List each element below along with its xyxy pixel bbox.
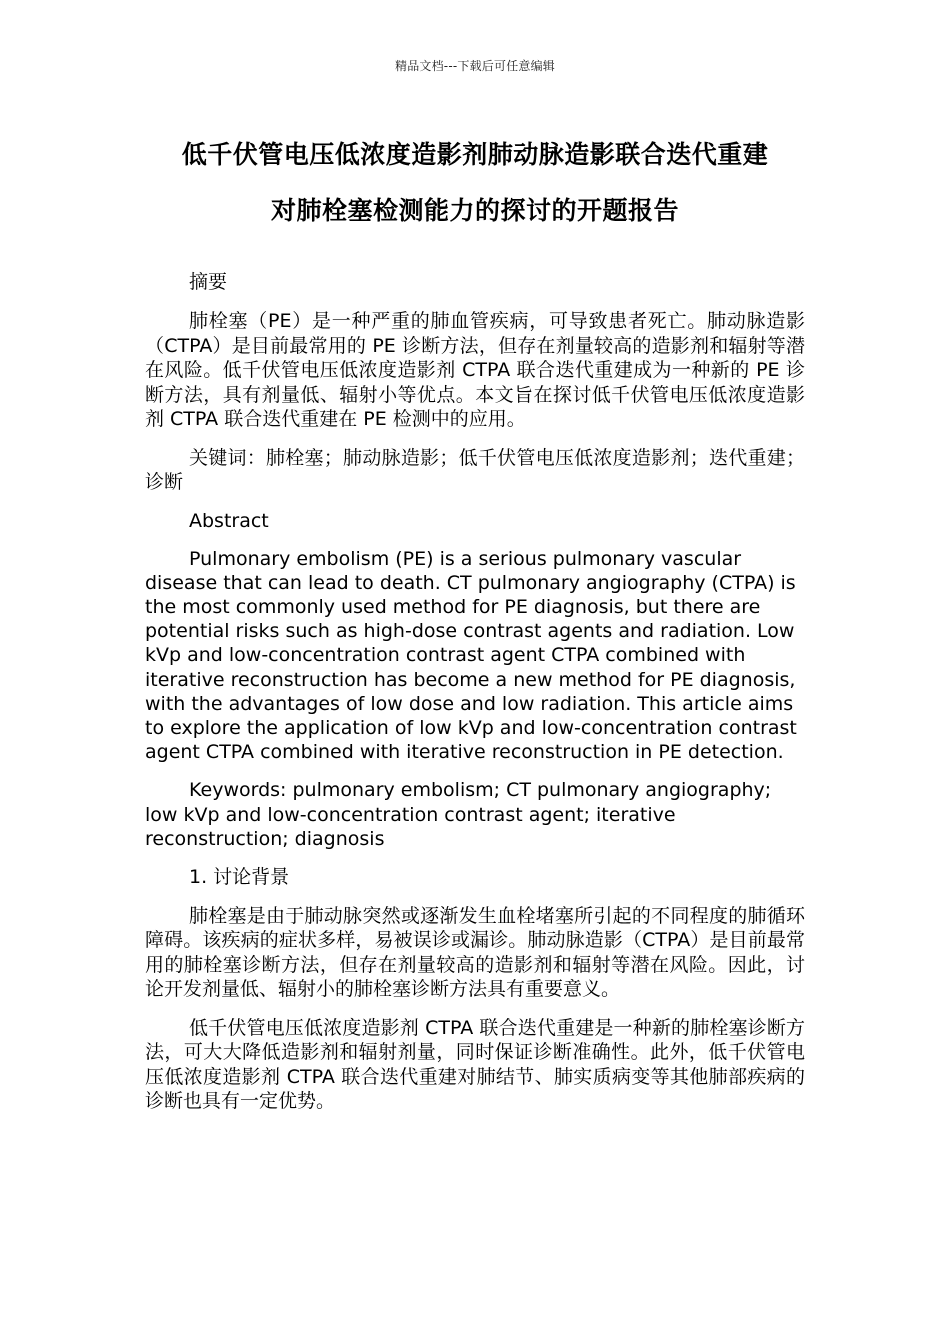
header-note: 精品文档---下载后可任意编辑 xyxy=(395,59,555,73)
abstract-cn-keywords: 关键词：肺栓塞；肺动脉造影；低千伏管电压低浓度造影剂；迭代重建；诊断 xyxy=(145,446,805,493)
abstract-en-body: Pulmonary embolism (PE) is a serious pulmonary vascular disease that can lead to death. CT pulmonary angiography (CTPA) is the most commonly used method for PE diagnosis, but there are potential risks such as high-dose contrast agents and radiation. Low kVp and low-concentration contrast agent CTPA combined with iterative reconstruction has become a new method for PE diagnosis, with the advantages of low dose and low radiation. This article aims to explore the application of low kVp and low-concentration contrast agent CTPA combined with iterative reconstruction in PE detection. xyxy=(145,547,797,764)
section-1-paragraph-1: 肺栓塞是由于肺动脉突然或逐渐发生血栓堵塞所引起的不同程度的肺循环障碍。该疾病的症状多样，易被误诊或漏诊。肺动脉造影（CTPA）是目前最常用的肺栓塞诊断方法，但存在剂量较高的造影剂和辐射等潜在风险。因此，讨论开发剂量低、辐射小的肺栓塞诊断方法具有重要意义。 xyxy=(145,904,805,1001)
abstract-en-heading: Abstract xyxy=(189,509,269,532)
abstract-cn-heading: 摘要 xyxy=(189,271,228,293)
section-1-paragraph-2: 低千伏管电压低浓度造影剂 CTPA 联合迭代重建是一种新的肺栓塞诊断方法，可大大降低造影剂和辐射剂量，同时保证诊断准确性。此外，低千伏管电压低浓度造影剂 CTPA 联合迭代重建对肺结节、肺实质病变等其他肺部疾病的诊断也具有一定优势。 xyxy=(145,1016,805,1113)
document-title-line-2: 对肺栓塞检测能力的探讨的开题报告 xyxy=(270,196,679,225)
abstract-en-keywords: Keywords: pulmonary embolism; CT pulmonary angiography; low kVp and low-concentration contrast agent; iterative reconstruction; diagnosis xyxy=(145,779,772,850)
document-body xyxy=(145,270,805,1114)
document-title-line-1: 低千伏管电压低浓度造影剂肺动脉造影联合迭代重建 xyxy=(181,140,769,169)
section-1-heading: 1. 讨论背景 xyxy=(189,865,290,888)
abstract-cn-body: 肺栓塞（PE）是一种严重的肺血管疾病，可导致患者死亡。肺动脉造影（CTPA）是目前最常用的 PE 诊断方法，但存在剂量较高的造影剂和辐射等潜在风险。低千伏管电压低浓度造影剂 CTPA 联合迭代重建成为一种新的 PE 诊断方法，具有剂量低、辐射小等优点。本文旨在探讨低千伏管电压低浓度造影剂 CTPA 联合迭代重建在 PE 检测中的应用。 xyxy=(145,310,805,430)
